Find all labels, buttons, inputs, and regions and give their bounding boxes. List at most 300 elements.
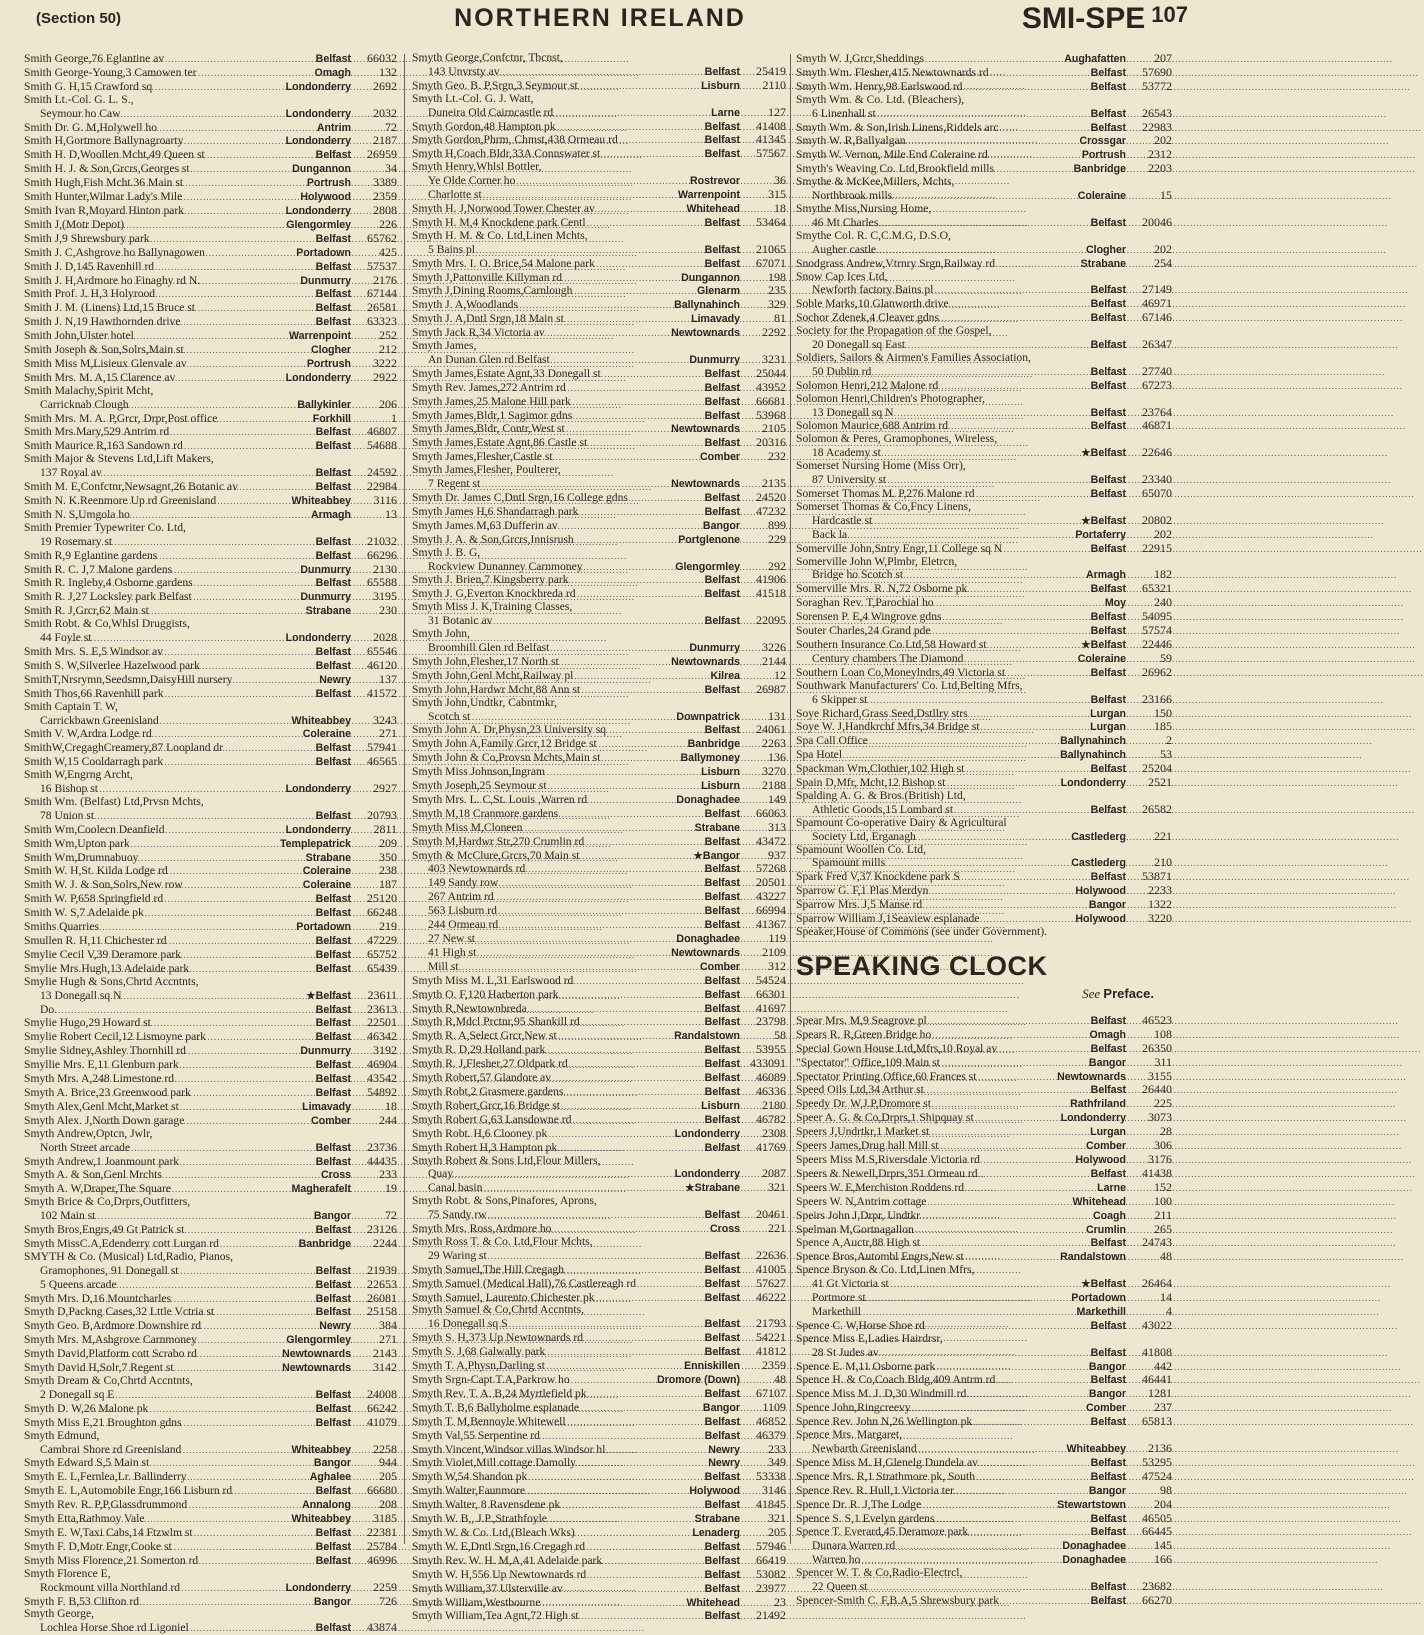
listing-number: 25419 [756, 63, 786, 78]
listing-exchange: Bangor [702, 1401, 740, 1414]
listing-heading: Smyth Brice & Co,Drprs,Outfitters, [24, 1195, 191, 1209]
listing-number: 311 [1154, 1054, 1172, 1069]
listing-exchange: Dunmurry [300, 591, 351, 604]
listing-number: 46971 [1142, 296, 1172, 311]
listing-name: Smyth Violet,Mill cottage Damolly [412, 1456, 576, 1470]
leader-dots [89, 358, 307, 371]
leader-dots [863, 284, 1091, 297]
listing-exchange: Belfast [1090, 611, 1126, 624]
listing-number: 108 [1154, 1026, 1172, 1041]
listing-number: 20046 [1142, 214, 1172, 229]
listing-number: 2808 [373, 202, 397, 217]
leader-dots [474, 1142, 705, 1155]
listing-number: 136 [768, 750, 786, 765]
leader-dots [846, 1402, 1086, 1415]
listing-number: 2105 [762, 421, 786, 436]
listing-number: 2521 [1148, 775, 1172, 790]
listing-exchange: Dungannon [292, 163, 351, 176]
listing-name: Spence Miss M. J. D,30 Windmill rd [796, 1387, 967, 1401]
listing-name: Smylie Mrs.Hugh,13 Adelaide park [24, 961, 190, 975]
listing-name: Smyth Robert,Grcr,16 Bridge st [412, 1098, 560, 1112]
listing-number: 20802 [1142, 512, 1172, 527]
listing-exchange: Belfast [315, 260, 351, 273]
leader-dots [870, 653, 1078, 666]
listing-heading: Spence Miss E,Ladies Hairdrsr, [796, 1331, 943, 1345]
listing-exchange: Belfast [704, 588, 740, 601]
listing-number: 41808 [1142, 1344, 1172, 1359]
listing-exchange: Belfast [315, 1017, 351, 1030]
listing-name: Smith Wm,Upton park [24, 836, 130, 850]
listing-entry [24, 1305, 397, 1319]
listing-exchange: Belfast [704, 891, 740, 904]
listing-entry [24, 1016, 397, 1030]
listing-number: 26581 [367, 300, 397, 315]
listing-name: Smith R. Ingleby,4 Osborne gardens [24, 576, 193, 590]
listing-exchange: Belfast [315, 687, 351, 700]
listing-number: 944 [379, 1455, 397, 1470]
leader-dots [90, 1471, 310, 1484]
listing-exchange: ★Belfast [1081, 1278, 1126, 1291]
listing-name: Smyth R. A,Select Grcr,New st [412, 1029, 557, 1043]
listing-entry [796, 898, 1172, 912]
listing-number: 65588 [367, 575, 397, 590]
listing-name: Smyth D. W,26 Malone pk [24, 1401, 149, 1415]
leader-dots [83, 135, 286, 148]
leader-dots [450, 244, 705, 257]
listing-exchange: Whiteabbey [1066, 1443, 1126, 1455]
leader-dots [475, 1583, 704, 1596]
listing-entry [412, 1127, 786, 1141]
listing-entry [412, 835, 786, 849]
listing-name: Smith W. J. & Son,Solrs,New row [24, 878, 183, 892]
listing-number: 81 [774, 311, 786, 326]
leader-dots [479, 975, 705, 988]
listing-name: 19 Rosemary st [40, 534, 113, 548]
listing-name: Smith John,Ulster hotel [24, 329, 134, 343]
listing-exchange: Belfast [315, 549, 351, 562]
listing-exchange: Belfast [315, 1526, 351, 1539]
leader-dots [856, 1513, 1091, 1526]
leader-dots [439, 1168, 675, 1181]
listing-name: Smith J. C,Ashgrove ho Ballynagowen [24, 245, 205, 259]
listing-number: 3176 [1148, 1151, 1172, 1166]
listing-entry [796, 1014, 1172, 1028]
listing-number: 46089 [756, 1070, 786, 1085]
listing-number: 240 [1154, 595, 1172, 610]
listing-name: 20 Donegall sq East [812, 338, 906, 352]
listing-number: 212 [379, 342, 397, 357]
listing-exchange: Belfast [704, 988, 740, 1001]
listing-entry [24, 1086, 397, 1100]
listing-name: Smyth William,Tea Agnt,72 High st [412, 1609, 579, 1623]
listing-number: 26440 [1142, 1082, 1172, 1097]
listing-exchange: Armagh [310, 508, 351, 521]
listing-exchange: Belfast [1090, 298, 1126, 311]
listing-number: 145 [1154, 1538, 1172, 1553]
listing-exchange: Belfast [704, 1072, 740, 1085]
listing-exchange: Downpatrick [676, 710, 740, 723]
listing-exchange: Strabane [305, 851, 351, 864]
listing-name: Speers & Newell,Drprs,351 Ormeau rd [796, 1166, 978, 1180]
listing-name: North Street arcade [40, 1140, 131, 1154]
listing-exchange: Holywood [300, 191, 351, 204]
listing-heading: Smith Major & Stevens Ltd,Lift Makers, [24, 452, 214, 466]
leader-dots [857, 380, 1091, 393]
leader-dots [851, 569, 1086, 582]
listing-name: Smyth John,Genl Mcht,Railway pl [412, 668, 574, 682]
listing-number: 350 [379, 849, 397, 864]
leader-dots [485, 258, 704, 271]
listing-heading: Smyth Wm. & Co. Ltd. (Bleachers), [796, 92, 965, 106]
leader-dots [457, 615, 704, 628]
listing-name: Smyth Rev. W. H. M,A,41 Adelaide park [412, 1553, 603, 1567]
leader-dots [876, 122, 1091, 135]
listing-name: Smith N. K.Reenmore Up rd Greenisland [24, 494, 217, 507]
listing-entry [412, 133, 786, 147]
listing-number: 131 [768, 708, 786, 723]
listing-entry [796, 1456, 1172, 1470]
listing-name: Smyllie Mrs. E,11 Glenburn park [24, 1058, 179, 1072]
listing-entry [24, 52, 397, 66]
listing-entry [412, 614, 786, 628]
listing-heading: Smyth Robert & Sons Ltd,Flour Millers, [412, 1153, 601, 1167]
listing-heading: Society for the Propagation of the Gospel, [796, 324, 992, 338]
listing-exchange: Belfast [315, 1292, 351, 1305]
leader-dots [89, 344, 311, 357]
listing-entry [412, 1345, 786, 1359]
listing-entry [796, 528, 1172, 542]
listing-number: 2692 [373, 78, 397, 93]
leader-dots [458, 891, 705, 904]
listing-number: 27149 [1142, 282, 1172, 297]
listing-exchange: Belfast [1090, 1042, 1126, 1055]
listing-number: 119 [768, 931, 786, 945]
directory-column-3 [796, 51, 1172, 1607]
listing-name: Smyth Miss Florence,21 Somerton rd [24, 1553, 199, 1567]
listing-entry [24, 508, 397, 522]
listing-exchange: Belfast [315, 149, 351, 162]
listing-number: 24592 [367, 465, 397, 480]
listing-entry [412, 932, 786, 946]
listing-number: 57941 [367, 740, 397, 755]
listing-entry [796, 1028, 1172, 1042]
leader-dots [476, 382, 704, 395]
listing-number: 2292 [762, 325, 786, 340]
listing-exchange: Belfast [315, 1554, 351, 1567]
leader-dots [483, 437, 705, 450]
listing-heading: Smyth Lt.-Col. G. J. Watt, [412, 91, 534, 105]
listing-number: 202 [1154, 241, 1172, 256]
leader-dots [838, 1581, 1091, 1594]
listing-heading: Southwark Manufacturers' Co. Ltd,Belting Mfrs, [796, 678, 1023, 692]
listing-number: 20501 [756, 875, 786, 890]
leader-dots [97, 149, 316, 162]
listing-number: 271 [379, 1332, 397, 1347]
listing-number: 22984 [367, 479, 397, 494]
listing-number: 57268 [756, 861, 786, 876]
leader-dots [479, 80, 701, 93]
leader-dots [446, 711, 677, 724]
listing-name: Solomon Maurice,688 Antrim rd [796, 419, 948, 433]
listing-exchange: Bangor [1088, 1360, 1126, 1373]
listing-name: Smyth H. J,Norwood Tower Chester av [412, 201, 595, 215]
listing-exchange: Belfast [704, 1141, 740, 1154]
listing-heading: Smith Malachy,Spirit Mcht, [24, 383, 154, 397]
listing-name: Mill st [428, 959, 459, 973]
listing-entry [24, 1292, 397, 1306]
listing-name: Smyth James,Bldr, Contr,West st [412, 422, 565, 436]
listing-name: 18 Academy st [812, 446, 881, 460]
leader-dots [870, 721, 1090, 734]
listing-heading: Smyth H. M. & Co. Ltd,Linen Mchts, [412, 228, 588, 242]
listing-entry [796, 1236, 1172, 1250]
listing-name: Smith Mrs.Mary,529 Antrim rd [24, 425, 170, 439]
listing-number: 4 [1166, 1303, 1172, 1318]
listing-exchange: Rostrevor [689, 175, 740, 188]
listing-number: 2032 [373, 105, 397, 120]
listing-entry [24, 920, 397, 934]
listing-number: 41345 [756, 132, 786, 147]
listing-name: Smith M. E,Confctnr,Newsagnt,26 Botanic av [24, 480, 238, 494]
listing-entry [412, 988, 786, 1002]
listing-exchange: Belfast [315, 440, 351, 453]
listing-number: 254 [1154, 255, 1172, 270]
listing-entry [24, 1416, 397, 1430]
listing-exchange: Belfast [704, 877, 740, 890]
listing-name: Smyth Walter,Faunmore [412, 1484, 526, 1498]
listing-entry [412, 1043, 786, 1057]
listing-name: Smyth James,Estate Agnt,33 Donegall st [412, 366, 601, 380]
listing-entry [24, 1581, 397, 1595]
listing-entry [412, 1540, 786, 1554]
listing-exchange: Belfast [704, 367, 740, 380]
leader-dots [845, 1540, 1062, 1553]
listing-entry [796, 830, 1172, 844]
listing-number: 23126 [367, 1222, 397, 1237]
listing-number: 3220 [1148, 911, 1172, 926]
listing-name: Smyth Wm. Flesher,415 Newtownards rd [796, 65, 989, 79]
listing-exchange: Kilrea [710, 669, 740, 682]
listing-entry [796, 1195, 1172, 1209]
listing-entry [412, 641, 786, 655]
listing-exchange: Belfast [704, 395, 740, 408]
listing-name: 2 Donegall sq E [40, 1387, 115, 1401]
listing-entry [24, 645, 397, 659]
listing-exchange: Glengormley [286, 1334, 351, 1347]
leader-dots [460, 919, 705, 932]
listing-exchange: Lurgan [1090, 707, 1126, 720]
listing-entry [412, 890, 786, 904]
leader-dots [478, 396, 705, 409]
listing-entry [412, 723, 786, 737]
listing-entry [24, 301, 397, 315]
listing-entry [412, 1498, 786, 1512]
listing-entry [796, 1442, 1172, 1456]
listing-exchange: Belfast [315, 535, 351, 548]
listing-heading: Smyth Ross T. & Co. Ltd,Flour Mchts, [412, 1234, 593, 1248]
listing-number: 46565 [367, 754, 397, 769]
listing-entry [412, 1113, 786, 1127]
listing-exchange: Belfast [704, 863, 740, 876]
leader-dots [851, 885, 1076, 898]
listing-name: Warren ho [812, 1553, 861, 1567]
listing-number: 20793 [367, 807, 397, 822]
listing-entry [412, 1568, 786, 1582]
listing-number: 3185 [373, 1511, 397, 1526]
listing-number: 22501 [367, 1015, 397, 1030]
listing-name: Quay [428, 1167, 454, 1181]
leader-dots [81, 550, 315, 563]
listing-exchange: Londonderry [285, 371, 351, 384]
listing-exchange: Belfast [704, 437, 740, 450]
leader-dots [74, 1596, 313, 1609]
listing-number: 43952 [756, 379, 786, 394]
listing-entry [412, 409, 786, 423]
leader-dots [92, 963, 316, 976]
listing-number: 23798 [756, 1014, 786, 1029]
listing-exchange: Belfast [1090, 666, 1126, 679]
listing-entry [796, 666, 1172, 680]
listing-entry [24, 480, 397, 494]
listing-entry [412, 519, 786, 533]
listing-number: 46996 [367, 1552, 397, 1567]
leader-dots [849, 1196, 1072, 1209]
listing-number: 3243 [373, 712, 397, 727]
leader-dots [865, 81, 1091, 94]
listing-entry [796, 912, 1172, 926]
listing-entry [796, 514, 1172, 528]
listing-entry [412, 367, 786, 381]
leader-dots [463, 327, 671, 340]
leader-dots [464, 175, 690, 188]
listing-entry [24, 1333, 397, 1347]
listing-number: 43022 [1142, 1317, 1172, 1332]
leader-dots [88, 1499, 302, 1512]
listing-number: 65546 [367, 643, 397, 658]
listing-exchange: Belfast [704, 409, 740, 422]
listing-name: Smyth A. W,Draper,The Square [24, 1182, 172, 1196]
listing-exchange: Belfast [315, 1059, 351, 1072]
leader-dots [817, 749, 1061, 762]
leader-dots [105, 1485, 316, 1498]
listing-number: 2233 [1148, 883, 1172, 898]
leader-dots [90, 1582, 286, 1595]
listing-exchange: Belfast [704, 1499, 740, 1512]
leader-dots [835, 1292, 1071, 1305]
listing-heading: Smythe & McKee,Millers, Mchts, [796, 175, 955, 189]
listing-number: 23166 [1142, 691, 1172, 706]
leader-dots [838, 694, 1091, 707]
listing-number: 198 [768, 269, 786, 284]
listing-number: 219 [379, 919, 397, 934]
listing-exchange: Newtownards [282, 1362, 351, 1375]
leader-dots [482, 1541, 704, 1554]
leader-dots [89, 949, 316, 962]
leader-dots [483, 1388, 705, 1401]
listing-entry [24, 906, 397, 920]
listing-entry [24, 190, 397, 204]
listing-heading: Spence Mrs. Margaret, [796, 1428, 903, 1442]
listing-entry [24, 1554, 397, 1568]
leader-dots [468, 1430, 705, 1443]
listing-number: 306 [1154, 1138, 1172, 1153]
leader-dots [87, 879, 303, 892]
leader-dots [853, 1015, 1091, 1028]
listing-exchange: Londonderry [285, 135, 351, 148]
listing-name: Smyth Mrs. L. C,St. Louis ,Warren rd [412, 792, 588, 806]
leader-dots [468, 1513, 695, 1526]
leader-dots [65, 1210, 314, 1223]
listing-name: Spence Rev. John N,26 Wellington pk [796, 1415, 973, 1429]
leader-dots [853, 339, 1091, 352]
listing-entry [796, 148, 1172, 162]
leader-dots [467, 656, 671, 669]
listing-name: Spence S. S,1 Evelyn gardens [796, 1511, 935, 1525]
listing-name: 41 High st [428, 945, 477, 959]
listing-exchange: ★Belfast [1081, 638, 1126, 651]
listing-entry [412, 1373, 786, 1387]
listing-exchange: Belfast [1090, 1594, 1126, 1607]
listing-heading: Snow Cap Ices Ltd, [796, 269, 888, 283]
listing-number: 66419 [756, 1552, 786, 1567]
listing-exchange: Dunmurry [300, 563, 351, 576]
listing-name: Smyth R,Newtownbreda [412, 1001, 527, 1015]
listing-exchange: Templepatrick [279, 837, 351, 850]
listing-number: 2135 [762, 476, 786, 491]
listing-name: Smith J. M. (Linens) Ltd,15 Bruce st [24, 301, 195, 315]
leader-dots [448, 933, 677, 946]
listing-name: Smyth W. B,, J.P.,Strathfoyle [412, 1512, 547, 1526]
listing-exchange: Limavady [302, 1100, 351, 1113]
listing-name: Smith W. S,7 Adelaide pk [24, 906, 144, 920]
listing-exchange: Lisburn [701, 766, 740, 779]
listing-name: Smyth Mrs. D,16 Mountcharles [24, 1291, 172, 1305]
leader-dots [853, 1443, 1067, 1456]
listing-entry [24, 1141, 397, 1155]
listing-exchange: Enniskillen [684, 1360, 740, 1373]
listing-heading: Spalding A. G. & Bros.(British) Ltd, [796, 788, 966, 802]
listing-name: Speirs John J,Drpr, Undtkr [796, 1208, 921, 1222]
listing-name: Smyth T. M,Bennoyle Whitewell [412, 1414, 566, 1428]
listing-name: Smyth J. G,Everton Knockbreda rd [412, 587, 576, 601]
listing-entry [24, 412, 397, 426]
listing-name: 50 Dublin rd [812, 364, 872, 378]
listing-exchange: Newtownards [671, 423, 740, 436]
column-3-entries-after-heading [796, 1014, 1172, 1608]
listing-entry [796, 1319, 1172, 1333]
listing-name: 44 Foyle st [40, 631, 92, 645]
listing-exchange: Belfast [704, 1568, 740, 1581]
listing-name: Cambrai Shore rd Greenisland [40, 1442, 182, 1456]
listing-name: Smyth H,Coach Bldr,33A Connswater st [412, 147, 601, 161]
listing-name: 13 Donegall sq N [812, 405, 894, 419]
listing-name: Sochor Zdenek,4 Cleaver gdns [796, 311, 939, 325]
leader-dots [57, 921, 296, 934]
listing-number: 18 [774, 200, 786, 215]
listing-name: Smyth W. E,Dntl Srgn,16 Cregagh rd [412, 1539, 586, 1553]
listing-exchange: Belfast [1090, 693, 1126, 706]
listing-number: 2176 [373, 272, 397, 287]
leader-dots [48, 1004, 315, 1017]
listing-entry [412, 505, 786, 519]
leader-dots [78, 824, 286, 837]
leader-dots [97, 1031, 316, 1044]
listing-exchange: Belfast [704, 1346, 740, 1359]
listing-exchange: Belfast [704, 1610, 740, 1623]
listing-number: 66681 [756, 393, 786, 408]
listing-number: 53464 [756, 214, 786, 229]
listing-entry [412, 395, 786, 409]
